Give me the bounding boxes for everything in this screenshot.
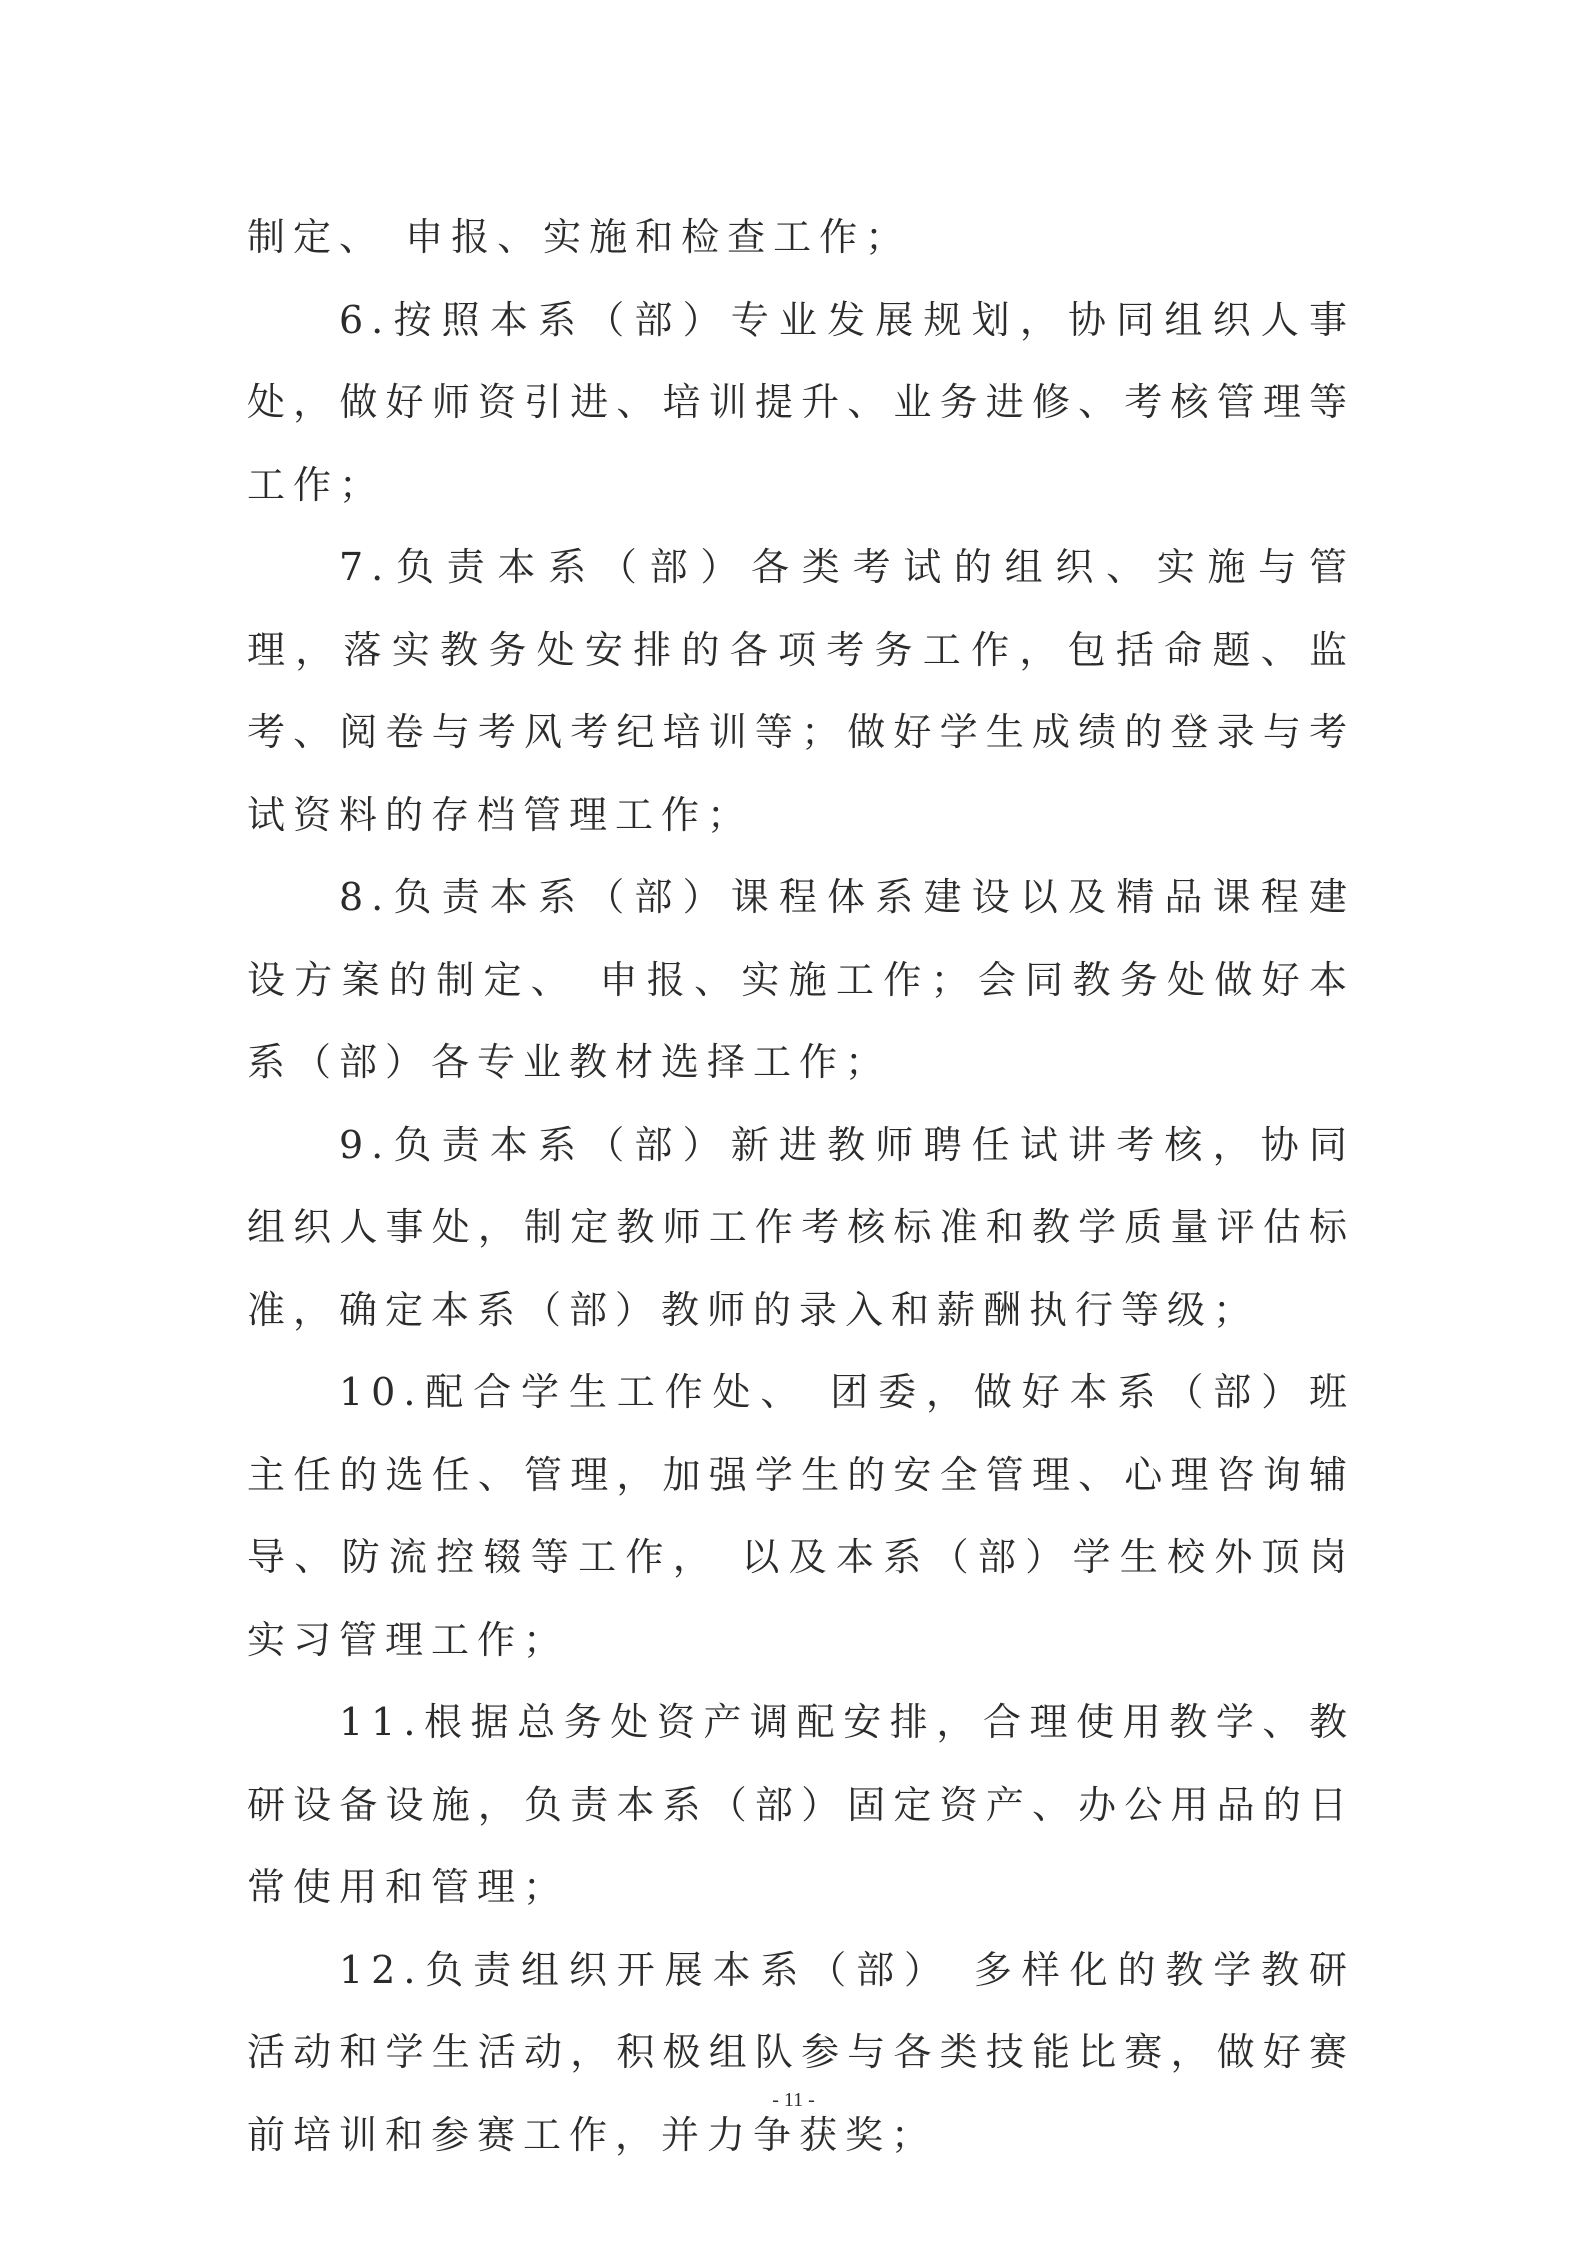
paragraph-item-6: 6.按照本系（部）专业发展规划，协同组织人事处，做好师资引进、培训提升、业务进修、考核管理等工作；	[247, 297, 1355, 507]
paragraph-continuation: 制定、 申报、实施和检查工作；	[247, 215, 912, 259]
page-number: - 11 -	[772, 2089, 815, 2111]
paragraph-item-8: 8.负责本系（部）课程体系建设以及精品课程建设方案的制定、 申报、实施工作；会同教务处做好本系（部）各专业教材选择工作；	[247, 875, 1355, 1084]
paragraph-item-12: 12.负责组织开展本系（部） 多样化的教学教研活动和学生活动，积极组队参与各类技能比赛，做好赛前培训和参赛工作，并力争获奖；	[247, 1947, 1355, 2157]
paragraph-item-9: 9.负责本系（部）新进教师聘任试讲考核，协同组织人事处，制定教师工作考核标准和教学质量评估标准，确定本系（部）教师的录入和薪酬执行等级；	[247, 1122, 1355, 1332]
body-text	[247, 196, 1355, 2176]
paragraph-item-11: 11.根据总务处资产调配安排，合理使用教学、教研设备设施，负责本系（部）固定资产、办公用品的日常使用和管理；	[247, 1700, 1355, 1909]
paragraph-item-7: 7.负责本系（部）各类考试的组织、实施与管理，落实教务处安排的各项考务工作，包括命题、监考、阅卷与考风考纪培训等；做好学生成绩的登录与考试资料的存档管理工作；	[247, 545, 1355, 837]
paragraph-item-10: 10.配合学生工作处、 团委，做好本系（部）班主任的选任、管理，加强学生的安全管理、心理咨询辅导、防流控辍等工作， 以及本系（部）学生校外顶岗实习管理工作；	[247, 1370, 1355, 1662]
